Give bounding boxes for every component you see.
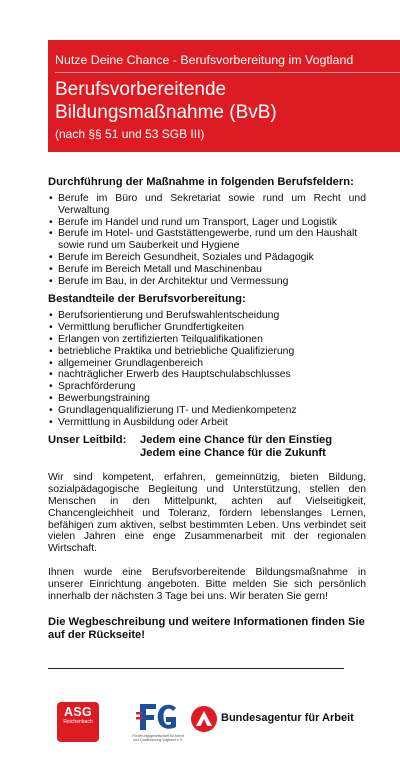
fg-logo-subtext: Förderungsgesellschaft für Arbeit und Qualifizierung Vogtland e.V. [132, 734, 184, 742]
signature-line [48, 668, 344, 669]
list-item: • Berufe im Handel und rund um Transport, Lager und Logistik [48, 217, 366, 229]
title-line-1: Berufsvorbereitende [55, 79, 227, 100]
header-kicker: Nutze Deine Chance - Berufsvorbereitung im Vogtland [55, 53, 354, 67]
header-banner [48, 40, 400, 152]
list-item: • Bewerbungstraining [48, 393, 366, 405]
leitbild-label: Unser Leitbild: [48, 434, 127, 447]
mission-paragraph: Wir sind kompetent, erfahren, gemeinnützig, bieten Bildung, sozialpädagogische Begleitung und Unterstützung, stellen den Menschen in den Mittelpunkt, achten auf Vielseitigkeit, Chancengleichheit und Toleranz, fördern lebenslanges Lernen, befähigen zum aktiven, selbst bestimmten Leben. Uns verbindet seit vielen Jahren eine enge Zusammenarbeit mit der regionalen Wirtschaft. [48, 472, 366, 555]
leitbild [48, 434, 366, 460]
list-item: • Berufe im Hotel- und Gaststättengewerbe, rund um den Haushalt sowie rund um Sauberkeit und Hygiene [48, 228, 366, 252]
list-item: • Grundlagenqualifizierung IT- und Medienkompetenz [48, 405, 366, 417]
list-item: • allgemeiner Grundlagenbereich [48, 358, 366, 370]
leitbild-line-2: Jedem eine Chance für die Zukunft [140, 447, 326, 460]
leitbild-lines [140, 434, 332, 460]
asg-logo [57, 702, 99, 742]
title-line-2: Bildungsmaßnahme (BvB) [55, 102, 277, 123]
invitation-paragraph: Ihnen wurde eine Berufsvorbereitende Bildungsmaßnahme in unserer Einrichtung angeboten. Bitte melden Sie sich persönlich innerhalb der nächsten 3 Tage bei uns. Wir beraten Sie gern! [48, 566, 366, 602]
list-item: • Sprachförderung [48, 381, 366, 393]
bundesagentur-icon [191, 706, 217, 732]
list-item: • Berufe im Büro und Sekretariat sowie rund um Recht und Verwaltung [48, 193, 366, 217]
bundesagentur-logo-text: Bundesagentur für Arbeit [221, 712, 354, 724]
main-content [48, 176, 366, 642]
directions-note: Die Wegbeschreibung und weitere Informationen finden Sie auf der Rückseite! [48, 616, 365, 642]
list-item: • Berufe im Bau, in der Architektur und Vermessung [48, 276, 366, 288]
page-title [55, 78, 277, 124]
list-item: • Erlangen von zertifizierten Teilqualifikationen [48, 334, 366, 346]
list-item: • nachträglicher Erwerb des Hauptschulabschlusses [48, 369, 366, 381]
asg-logo-text: ASG [64, 705, 92, 719]
fg-logo [132, 700, 184, 746]
fields-heading: Durchführung der Maßnahme in folgenden Berufsfeldern: [48, 176, 354, 188]
fg-logo-mark [132, 700, 184, 734]
components-heading: Bestandteile der Berufsvorbereitung: [48, 293, 246, 306]
list-item: • Berufe im Bereich Metall und Maschinenbau [48, 264, 366, 276]
asg-logo-subtext: Reichenbach [63, 719, 93, 725]
list-item: • Vermittlung in Ausbildung oder Arbeit [48, 417, 366, 429]
list-item: • Berufsorientierung und Berufswahlentscheidung [48, 310, 366, 322]
list-item: • Vermittlung beruflicher Grundfertigkeiten [48, 322, 366, 334]
list-item: • betriebliche Praktika und betriebliche Qualifizierung [48, 346, 366, 358]
leitbild-line-1: Jedem eine Chance für den Einstieg [140, 434, 333, 447]
logo-row [0, 700, 400, 750]
components-list [48, 310, 366, 428]
fields-list [48, 193, 366, 287]
header-subtitle: (nach §§ 51 und 53 SGB III) [55, 127, 205, 141]
header-divider [55, 72, 400, 73]
list-item: • Berufe im Bereich Gesundheit, Soziales und Pädagogik [48, 252, 366, 264]
